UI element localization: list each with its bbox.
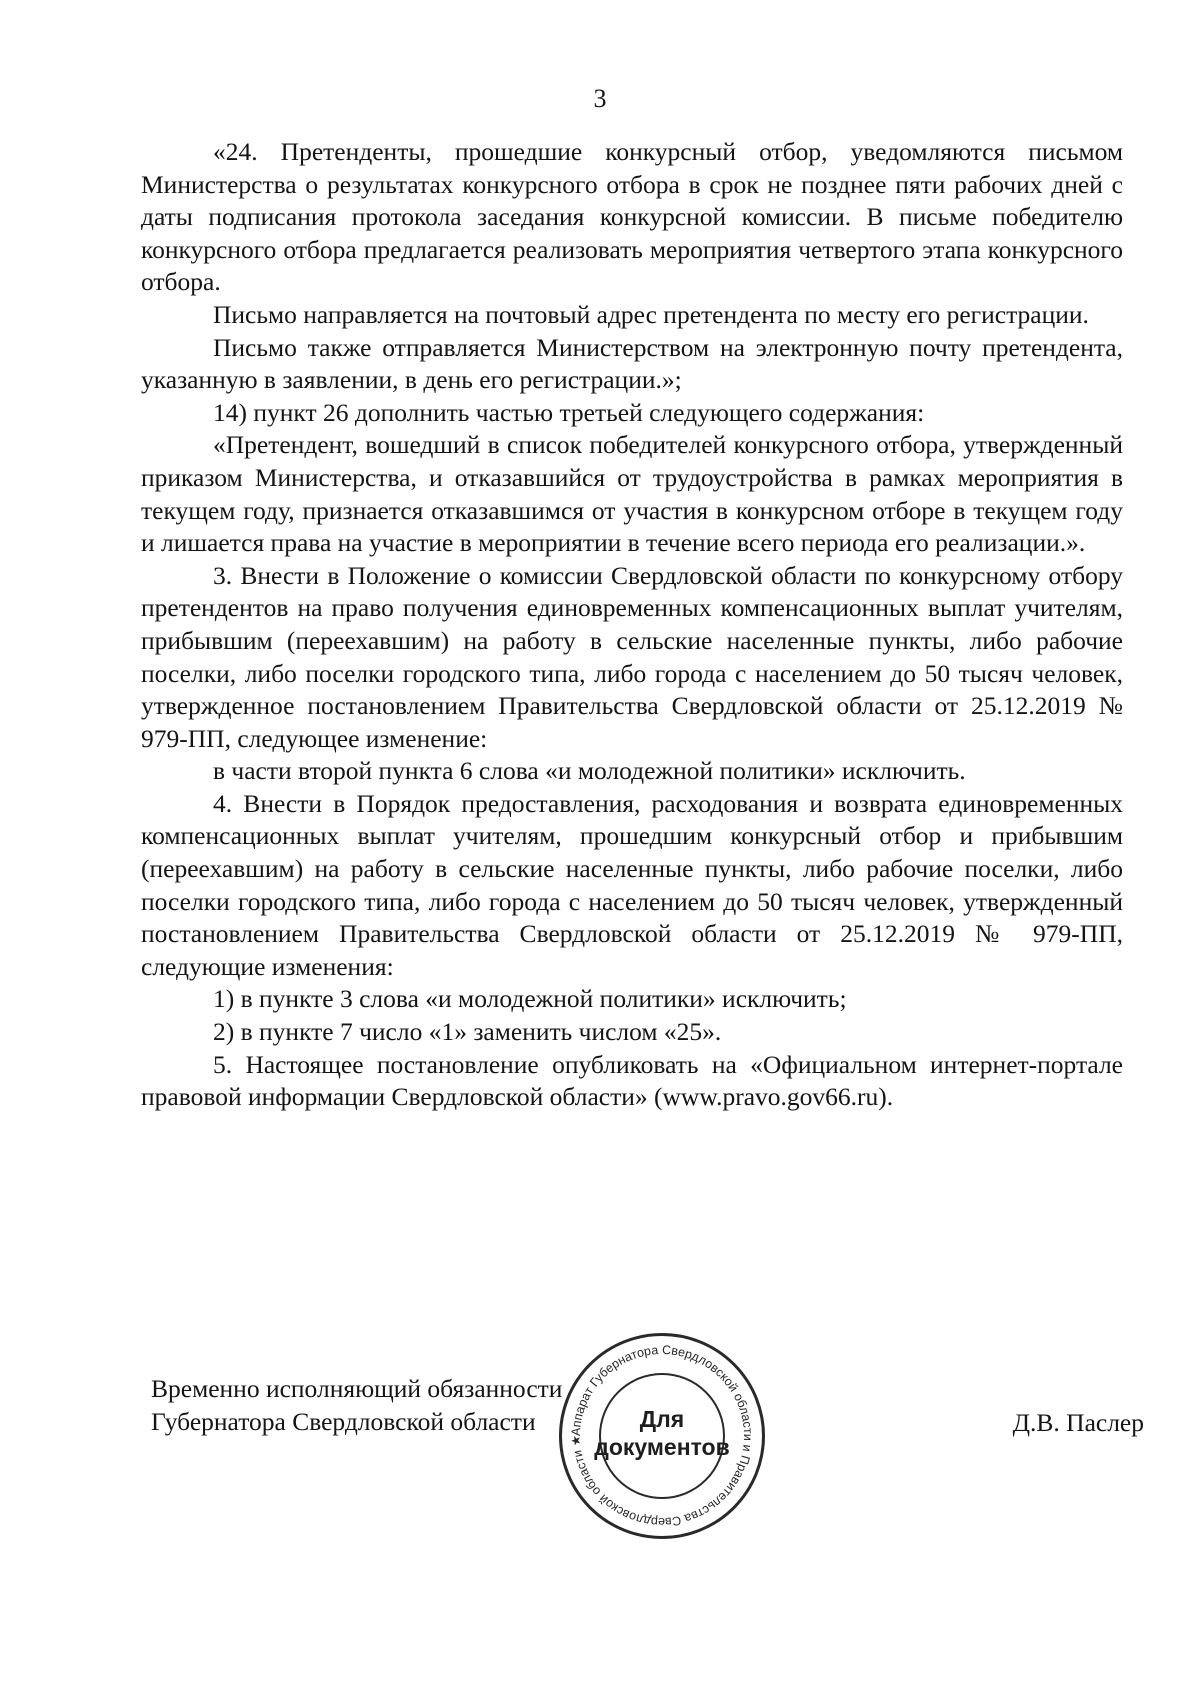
page-number: 3 [593,84,607,113]
stamp-title [559,1405,765,1461]
paragraph-item-5: 5. Настоящее постановление опубликовать на «Официальном интернет-портале правовой информации Свердловской области» (www.pravo.gov66.ru). [141,1049,1123,1112]
stamp-title-line2: документов [594,1434,730,1460]
signature-position-line2: Губернатора Свердловской области [151,1407,536,1436]
document-body [141,136,1123,1114]
paragraph-item-4: 4. Внести в Порядок предоставления, расходования и возврата единовременных компенсационных выплат учителям, прошедшим конкурсный отбор и прибывшим (переехавшим) на работу в сельские населенные пункты, либо рабочие поселки, либо поселки городского типа, либо города с населением до 50 тысяч человек, утвержденный постановлением Правительства Свердловской области от 25.12.2019 № 979-ПП, следующие изменения: [141,788,1123,981]
stamp-title-line1: Для [639,1406,685,1432]
paragraph-letter-email: Письмо также отправляется Министерством на электронную почту претендента, указанную в заявлении, в день его регистрации.»; [141,332,1123,395]
signature-position [151,1372,562,1438]
paragraph-24: «24. Претенденты, прошедшие конкурсный отбор, уведомляются письмом Министерства о результатах конкурсного отбора в срок не позднее пяти рабочих дней с даты подписания протокола заседания конкурсной комиссии. В письме победителю конкурсного отбора предлагается реализовать мероприятия четвертого этапа конкурсного отбора. [141,137,1123,297]
paragraph-applicant: «Претендент, вошедший в список победителей конкурсного отбора, утвержденный приказом Министерства, и отказавшийся от трудоустройства в рамках мероприятия в текущем году, признается отказавшимся от участия в конкурсном отборе в текущем году и лишается права на участие в мероприятии в течение всего периода его реализации.». [141,430,1123,558]
paragraph-item-3: 3. Внести в Положение о комиссии Свердловской области по конкурсному отбору претендентов на право получения единовременных компенсационных выплат учителям, прибывшим (переехавшим) на работу в сельские населенные пункты, либо рабочие поселки, либо поселки городского типа, либо города с населением до 50 тысяч человек, утвержденное постановлением Правительства Свердловской области от 25.12.2019 № 979-ПП, следующее изменение: [141,560,1123,753]
signature-position-line1: Временно исполняющий обязанности [151,1374,563,1403]
signature-name: Д.В. Паслер [1012,1408,1144,1437]
paragraph-item-3-change: в части второй пункта 6 слова «и молодежной политики» исключить. [213,756,966,786]
paragraph-item-4-change-1: 1) в пункте 3 слова «и молодежной политики» исключить; [213,984,847,1014]
stamp-ring-textpath: Аппарат Губернатора Свердловской области и Правительства Свердловской области ★ [568,1342,756,1530]
official-stamp [559,1333,765,1539]
paragraph-item-14: 14) пункт 26 дополнить частью третьей следующего содержания: [213,397,925,427]
paragraph-item-4-change-2: 2) в пункте 7 число «1» заменить числом «25». [213,1017,722,1047]
paragraph-letter-address: Письмо направляется на почтовый адрес претендента по месту его регистрации. [213,299,1089,329]
